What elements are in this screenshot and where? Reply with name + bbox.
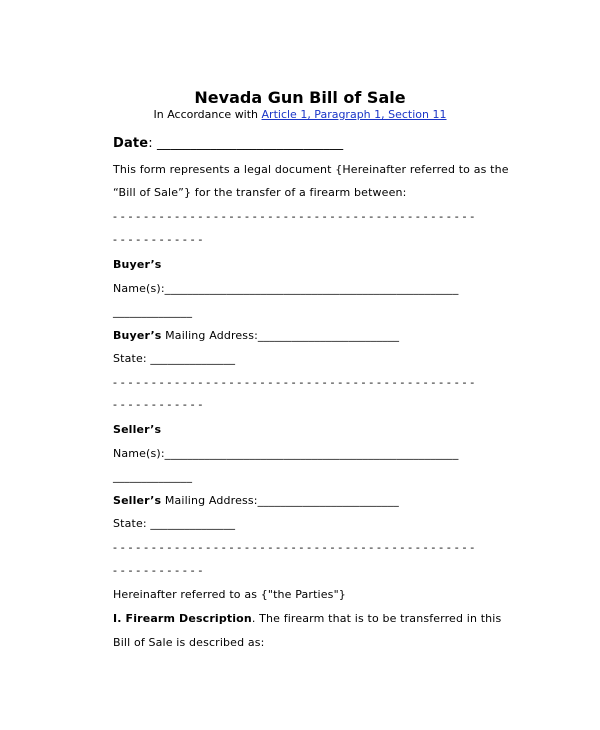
buyer-state-line: State: _______________ xyxy=(113,352,236,365)
date-blank: : ____________________________ xyxy=(148,136,344,151)
parties-line: Hereinafter referred to as {"the Parties"} xyxy=(113,588,346,601)
firearm-description-line-2: Bill of Sale is described as: xyxy=(113,636,265,649)
intro-line-2: “Bill of Sale”} for the transfer of a firearm between: xyxy=(113,186,407,199)
separator-dashes-1-cont: - - - - - - - - - - - - xyxy=(113,233,203,246)
seller-heading: Seller’s xyxy=(113,423,162,436)
buyer-names-line: Name(s):____________________________________________________ xyxy=(113,282,459,295)
separator-dashes-2: - - - - - - - - - - - - - - - - - - - - - - - - - - - - - - - - - - - - - - - - - - - - - - - xyxy=(113,376,475,389)
separator-dashes-3: - - - - - - - - - - - - - - - - - - - - - - - - - - - - - - - - - - - - - - - - - - - - - - - xyxy=(113,541,475,554)
firearm-description-line-1 xyxy=(113,612,501,625)
separator-dashes-1: - - - - - - - - - - - - - - - - - - - - - - - - - - - - - - - - - - - - - - - - - - - - - - - xyxy=(113,210,475,223)
article-link[interactable]: Article 1, Paragraph 1, Section 11 xyxy=(261,108,447,121)
subtitle-prefix: In Accordance with xyxy=(153,108,262,121)
intro-line-1: This form represents a legal document {Hereinafter referred to as the xyxy=(113,163,509,176)
buyer-names-line-cont: ______________ xyxy=(113,305,193,318)
seller-label: Seller’s xyxy=(113,494,162,507)
seller-names-line-cont: ______________ xyxy=(113,470,193,483)
date-label: Date xyxy=(113,136,149,151)
buyer-mailing-address-blank: Mailing Address:_________________________ xyxy=(161,329,400,342)
separator-dashes-2-cont: - - - - - - - - - - - - xyxy=(113,398,203,411)
seller-mailing-address-line xyxy=(113,494,399,507)
document-subtitle xyxy=(0,108,600,121)
separator-dashes-3-cont: - - - - - - - - - - - - xyxy=(113,564,203,577)
firearm-text-1: . The firearm that is to be transferred in this xyxy=(251,612,502,625)
buyer-heading: Buyer’s xyxy=(113,258,162,271)
buyer-mailing-address-line xyxy=(113,329,399,342)
date-field-line xyxy=(113,136,343,151)
seller-names-line: Name(s):____________________________________________________ xyxy=(113,447,459,460)
seller-state-line: State: _______________ xyxy=(113,517,236,530)
seller-mailing-address-blank: Mailing Address:_________________________ xyxy=(161,494,399,507)
buyer-label: Buyer’s xyxy=(113,329,162,342)
document-title: Nevada Gun Bill of Sale xyxy=(194,88,406,107)
firearm-heading: I. Firearm Description xyxy=(113,612,252,625)
